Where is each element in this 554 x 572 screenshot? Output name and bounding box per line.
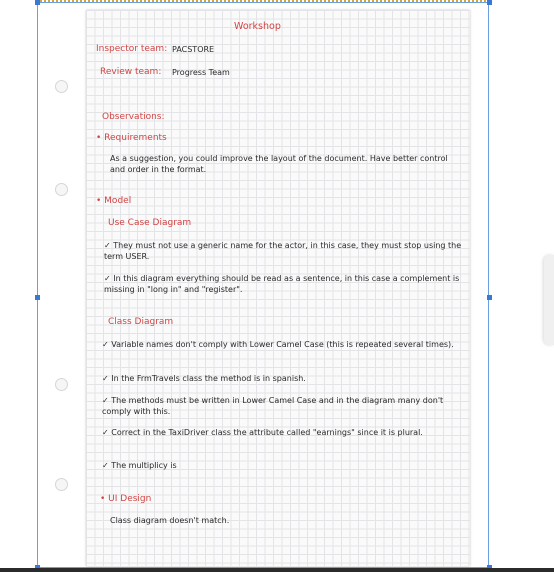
bottom-border <box>0 568 554 572</box>
page-title: Workshop <box>234 21 281 32</box>
handwritten-page <box>86 10 470 566</box>
requirements-text: As a suggestion, you could improve the layout of the document. Have better control and order in the format. <box>110 154 448 174</box>
class-diagram-item: ✓ In the FrmTravels class the method is in spanish. <box>102 374 306 383</box>
resize-handle-left[interactable] <box>35 295 40 300</box>
binder-hole <box>55 183 68 196</box>
resize-handle-right[interactable] <box>487 295 492 300</box>
class-diagram-item: ✓ Correct in the TaxiDriver class the attribute called "earnings" since it is plural. <box>102 428 423 437</box>
use-case-heading: Use Case Diagram <box>108 218 192 228</box>
review-value: Progress Team <box>172 68 230 77</box>
side-panel-tab[interactable] <box>544 255 554 345</box>
model-heading: • Model <box>96 196 132 206</box>
requirements-heading: • Requirements <box>96 133 167 143</box>
class-diagram-item: ✓ Variable names don't comply with Lower Camel Case (this is repeated several times). <box>102 340 454 349</box>
class-diagram-heading: Class Diagram <box>108 317 174 327</box>
ui-design-heading: • UI Design <box>100 494 152 504</box>
observations-heading: Observations: <box>102 112 165 122</box>
binder-hole <box>55 80 68 93</box>
resize-handle-top-right[interactable] <box>487 0 492 5</box>
use-case-item: ✓ In this diagram everything should be read as a sentence, in this case a complement is missing in "long in" and "register". <box>104 274 460 294</box>
inspector-label: Inspector team: <box>96 44 168 54</box>
class-diagram-item: ✓ The multiplicy is <box>102 461 177 470</box>
ui-design-text: Class diagram doesn't match. <box>110 516 230 525</box>
binder-hole <box>55 378 68 391</box>
use-case-item: ✓ They must not use a generic name for the actor, in this case, they must stop using the term USER. <box>104 241 462 261</box>
inspector-value: PACSTORE <box>172 45 215 54</box>
binder-hole <box>55 478 68 491</box>
resize-handle-top-left[interactable] <box>35 0 40 5</box>
review-label: Review team: <box>100 67 162 77</box>
class-diagram-item: ✓ The methods must be written in Lower Camel Case and in the diagram many don't comply with this. <box>102 396 444 416</box>
